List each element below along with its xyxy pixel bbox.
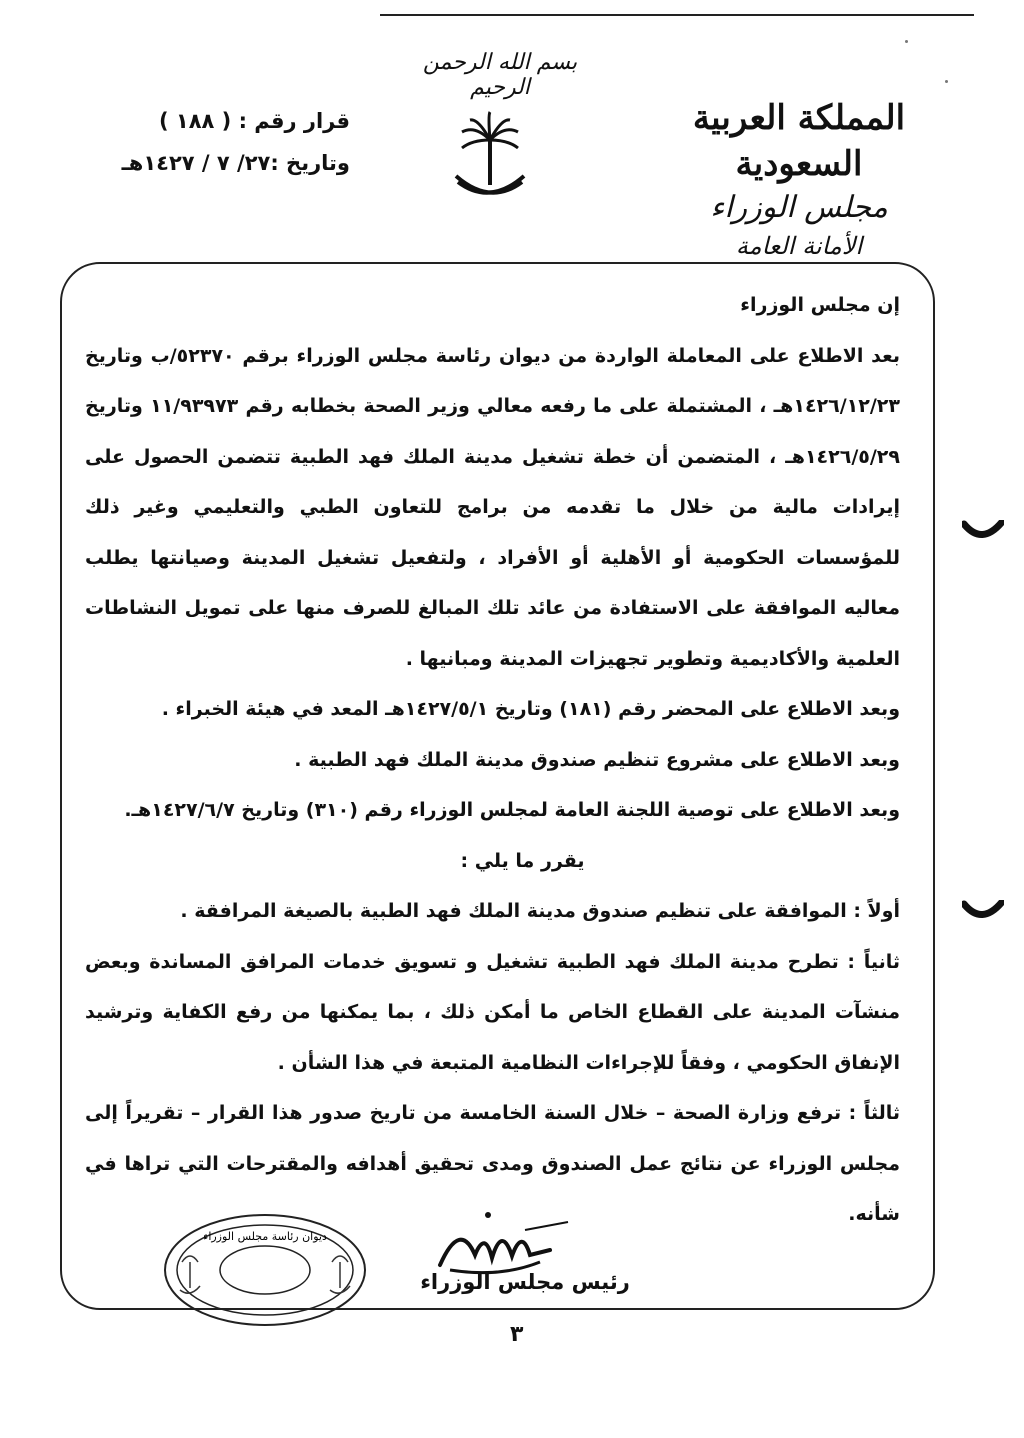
decision-block xyxy=(90,100,350,184)
palm-swords-emblem-icon xyxy=(450,110,530,210)
official-seal-icon xyxy=(160,1210,370,1330)
clause-first: أولاً : الموافقة على تنظيم صندوق مدينة الملك فهد الطبية بالصيغة المرافقة . xyxy=(180,900,900,922)
seal-text: ديوان رئاسة مجلس الوزراء xyxy=(203,1230,327,1243)
secretariat-name: الأمانة العامة xyxy=(735,232,863,260)
page-number: ٣ xyxy=(510,1322,524,1347)
top-rule xyxy=(380,14,974,16)
scan-speck xyxy=(945,80,948,83)
letterhead xyxy=(634,95,964,263)
scan-speck xyxy=(905,40,908,43)
paragraph-2: وبعد الاطلاع على المحضر رقم (١٨١) وتاريخ ١٤٢٧/٥/١هـ المعد في هيئة الخبراء . xyxy=(161,698,900,720)
signatory-title: رئيس مجلس الوزراء xyxy=(420,1270,630,1294)
basmala: بسم الله الرحمن الرحيم xyxy=(422,50,578,100)
clause-second: ثانياً : تطرح مدينة الملك فهد الطبية تشغيل و تسويق خدمات المرافق المساندة وبعض منشآت المدينة على القطاع الخاص ما أمكن ذلك ، بما يمكنها من رفع الكفاية وترشيد الإنفاق الحكومي ، وفقاً للإجراءات النظامية المتبعة في هذا الشأن . xyxy=(85,950,900,1074)
kingdom-name: المملكة العربية السعودية xyxy=(692,98,906,184)
resolves-heading: يقرر ما يلي : xyxy=(460,849,585,872)
paragraph-1: بعد الاطلاع على المعاملة الواردة من ديوان رئاسة مجلس الوزراء برقم ٥٢٣٧٠/ب وتاريخ ١٤٢٦/١٢/٢٣هـ ، المشتملة على ما رفعه معالي وزير الصحة بخطابه رقم ١١/٩٣٩٧٣ وتاريخ ١٤٢٦/٥/٢٩هـ ، المتضمن أن خطة تشغيل مدينة الملك فهد الطبية تتضمن الحصول على إيرادات مالية من خلال ما تقدمه من برامج للتعاون الطبي والتعليمي وغير ذلك للمؤسسات الحكومية أو الأهلية أو الأفراد ، ولتفعيل تشغيل المدينة وصيانتها يطلب معاليه الموافقة على الاستفادة من عائد تلك المبالغ للصرف منها على تمويل النشاطات العلمية والأكاديمية وتطوير تجهيزات المدينة ومبانيها . xyxy=(85,344,900,670)
binder-mark-icon xyxy=(962,520,1004,542)
decision-date: وتاريخ :٢٧/ ٧ / ١٤٢٧هـ xyxy=(121,151,350,175)
clause-third: ثالثاً : ترفع وزارة الصحة – خلال السنة الخامسة من تاريخ صدور هذا القرار – تقريراً إلى مجلس الوزراء عن نتائج عمل الصندوق ومدى تحقيق أهدافه والمقترحات التي تراها في شأنه. xyxy=(85,1102,900,1225)
binder-mark-icon xyxy=(962,900,1004,922)
paragraph-3: وبعد الاطلاع على مشروع تنظيم صندوق مدينة الملك فهد الطبية . xyxy=(294,748,900,771)
opening-line: إن مجلس الوزراء xyxy=(740,294,900,316)
decision-number: قرار رقم : ( ١٨٨ ) xyxy=(158,109,350,133)
paragraph-4: وبعد الاطلاع على توصية اللجنة العامة لمجلس الوزراء رقم (٣١٠) وتاريخ ١٤٢٧/٦/٧هـ. xyxy=(124,799,900,821)
council-name: مجلس الوزراء xyxy=(710,190,888,225)
decision-body xyxy=(85,280,900,1240)
